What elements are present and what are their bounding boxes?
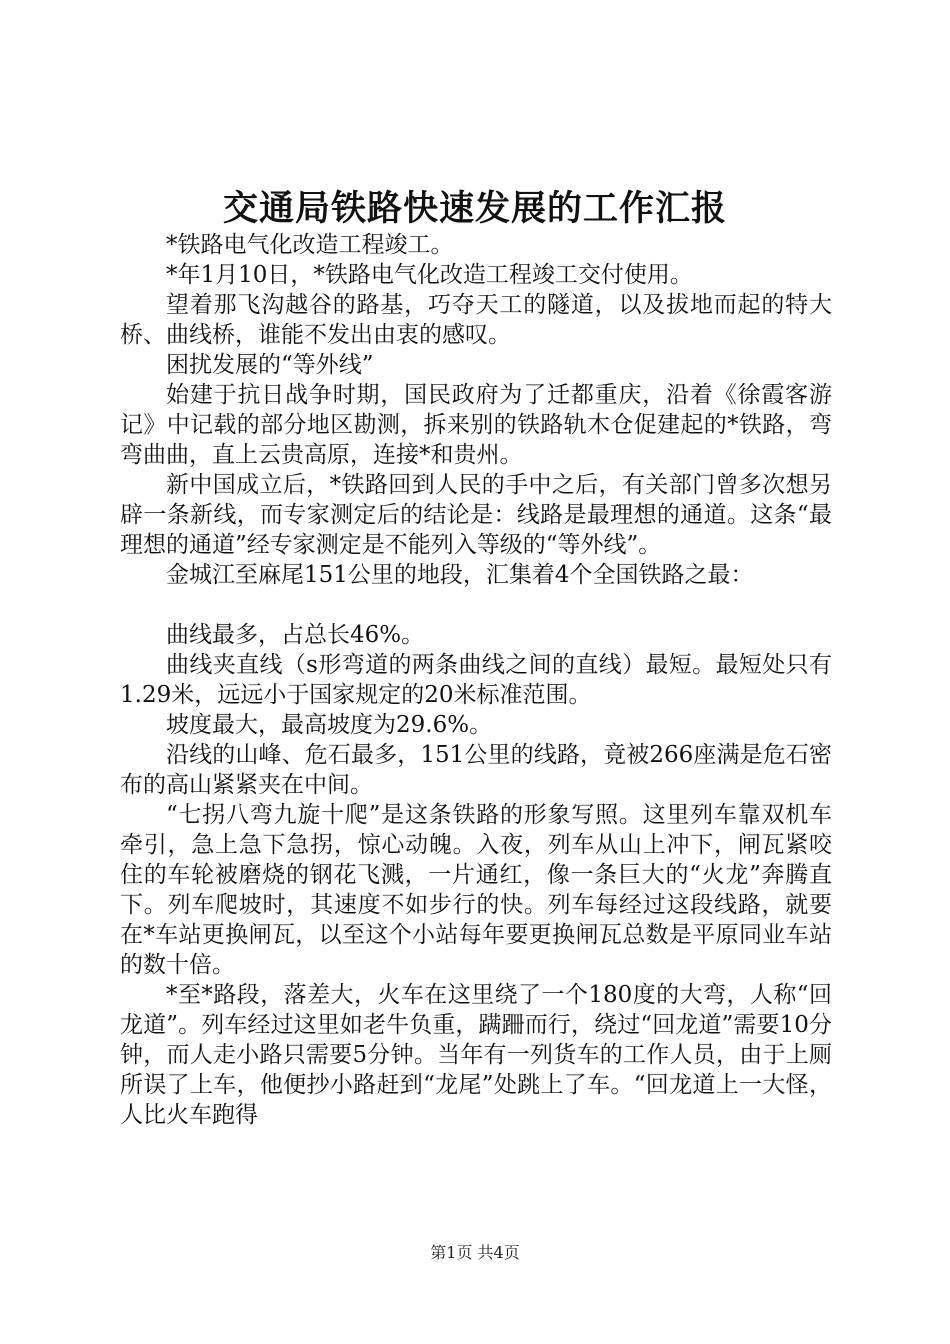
section-heading: 困扰发展的“等外线” bbox=[166, 352, 374, 378]
paragraph: 望着那飞沟越谷的路基，巧夺天工的隧道，以及拔地而起的特大桥、曲线桥，谁能不发出由衷的感叹。 bbox=[120, 292, 832, 348]
paragraph: 金城江至麻尾151公里的地段，汇集着4个全国铁路之最： bbox=[166, 562, 754, 588]
paragraph: 新中国成立后，*铁路回到人民的手中之后，有关部门曾多次想另辟一条新线，而专家测定后的结论是：线路是最理想的通道。这条“最理想的通道”经专家测定是不能列入等级的“等外线”。 bbox=[120, 472, 832, 558]
paragraph: 沿线的山峰、危石最多，151公里的线路，竟被266座满是危石密布的高山紧紧夹在中间。 bbox=[120, 742, 832, 798]
document-body bbox=[120, 230, 832, 1130]
paragraph: 曲线夹直线（s形弯道的两条曲线之间的直线）最短。最短处只有1.29米，远远小于国家规定的20米标准范围。 bbox=[120, 652, 832, 708]
document-title: 交通局铁路快速发展的工作汇报 bbox=[222, 188, 727, 229]
paragraph: 坡度最大，最高坡度为29.6%。 bbox=[166, 712, 493, 738]
paragraph: 曲线最多，占总长46%。 bbox=[166, 622, 425, 648]
paragraph: *铁路电气化改造工程竣工。 bbox=[166, 232, 454, 258]
paragraph: *年1月10日，*铁路电气化改造工程竣工交付使用。 bbox=[166, 262, 693, 288]
paragraph: “七拐八弯九旋十爬”是这条铁路的形象写照。这里列车靠双机车牵引，急上急下急拐，惊心动魄。入夜，列车从山上冲下，闸瓦紧咬住的车轮被磨烧的钢花飞溅，一片通红，像一条巨大的“火龙”奔腾直下。列车爬坡时，其速度不如步行的快。列车每经过这段线路，就要在*车站更换闸瓦，以至这个小站每年要更换闸瓦总数是平原同业车站的数十倍。 bbox=[120, 802, 832, 978]
page-footer: 第1页 共4页 bbox=[430, 1243, 520, 1262]
paragraph: 始建于抗日战争时期，国民政府为了迁都重庆，沿着《徐霞客游记》中记载的部分地区勘测，拆来别的铁路轨木仓促建起的*铁路，弯弯曲曲，直上云贵高原，连接*和贵州。 bbox=[120, 382, 832, 468]
paragraph: *至*路段，落差大，火车在这里绕了一个180度的大弯，人称“回龙道”。列车经过这里如老牛负重，蹒跚而行，绕过“回龙道”需要10分钟，而人走小路只需要5分钟。当年有一列货车的工作人员，由于上厕所误了上车，他便抄小路赶到“龙尾”处跳上了车。“回龙道上一大怪，人比火车跑得 bbox=[120, 982, 832, 1128]
